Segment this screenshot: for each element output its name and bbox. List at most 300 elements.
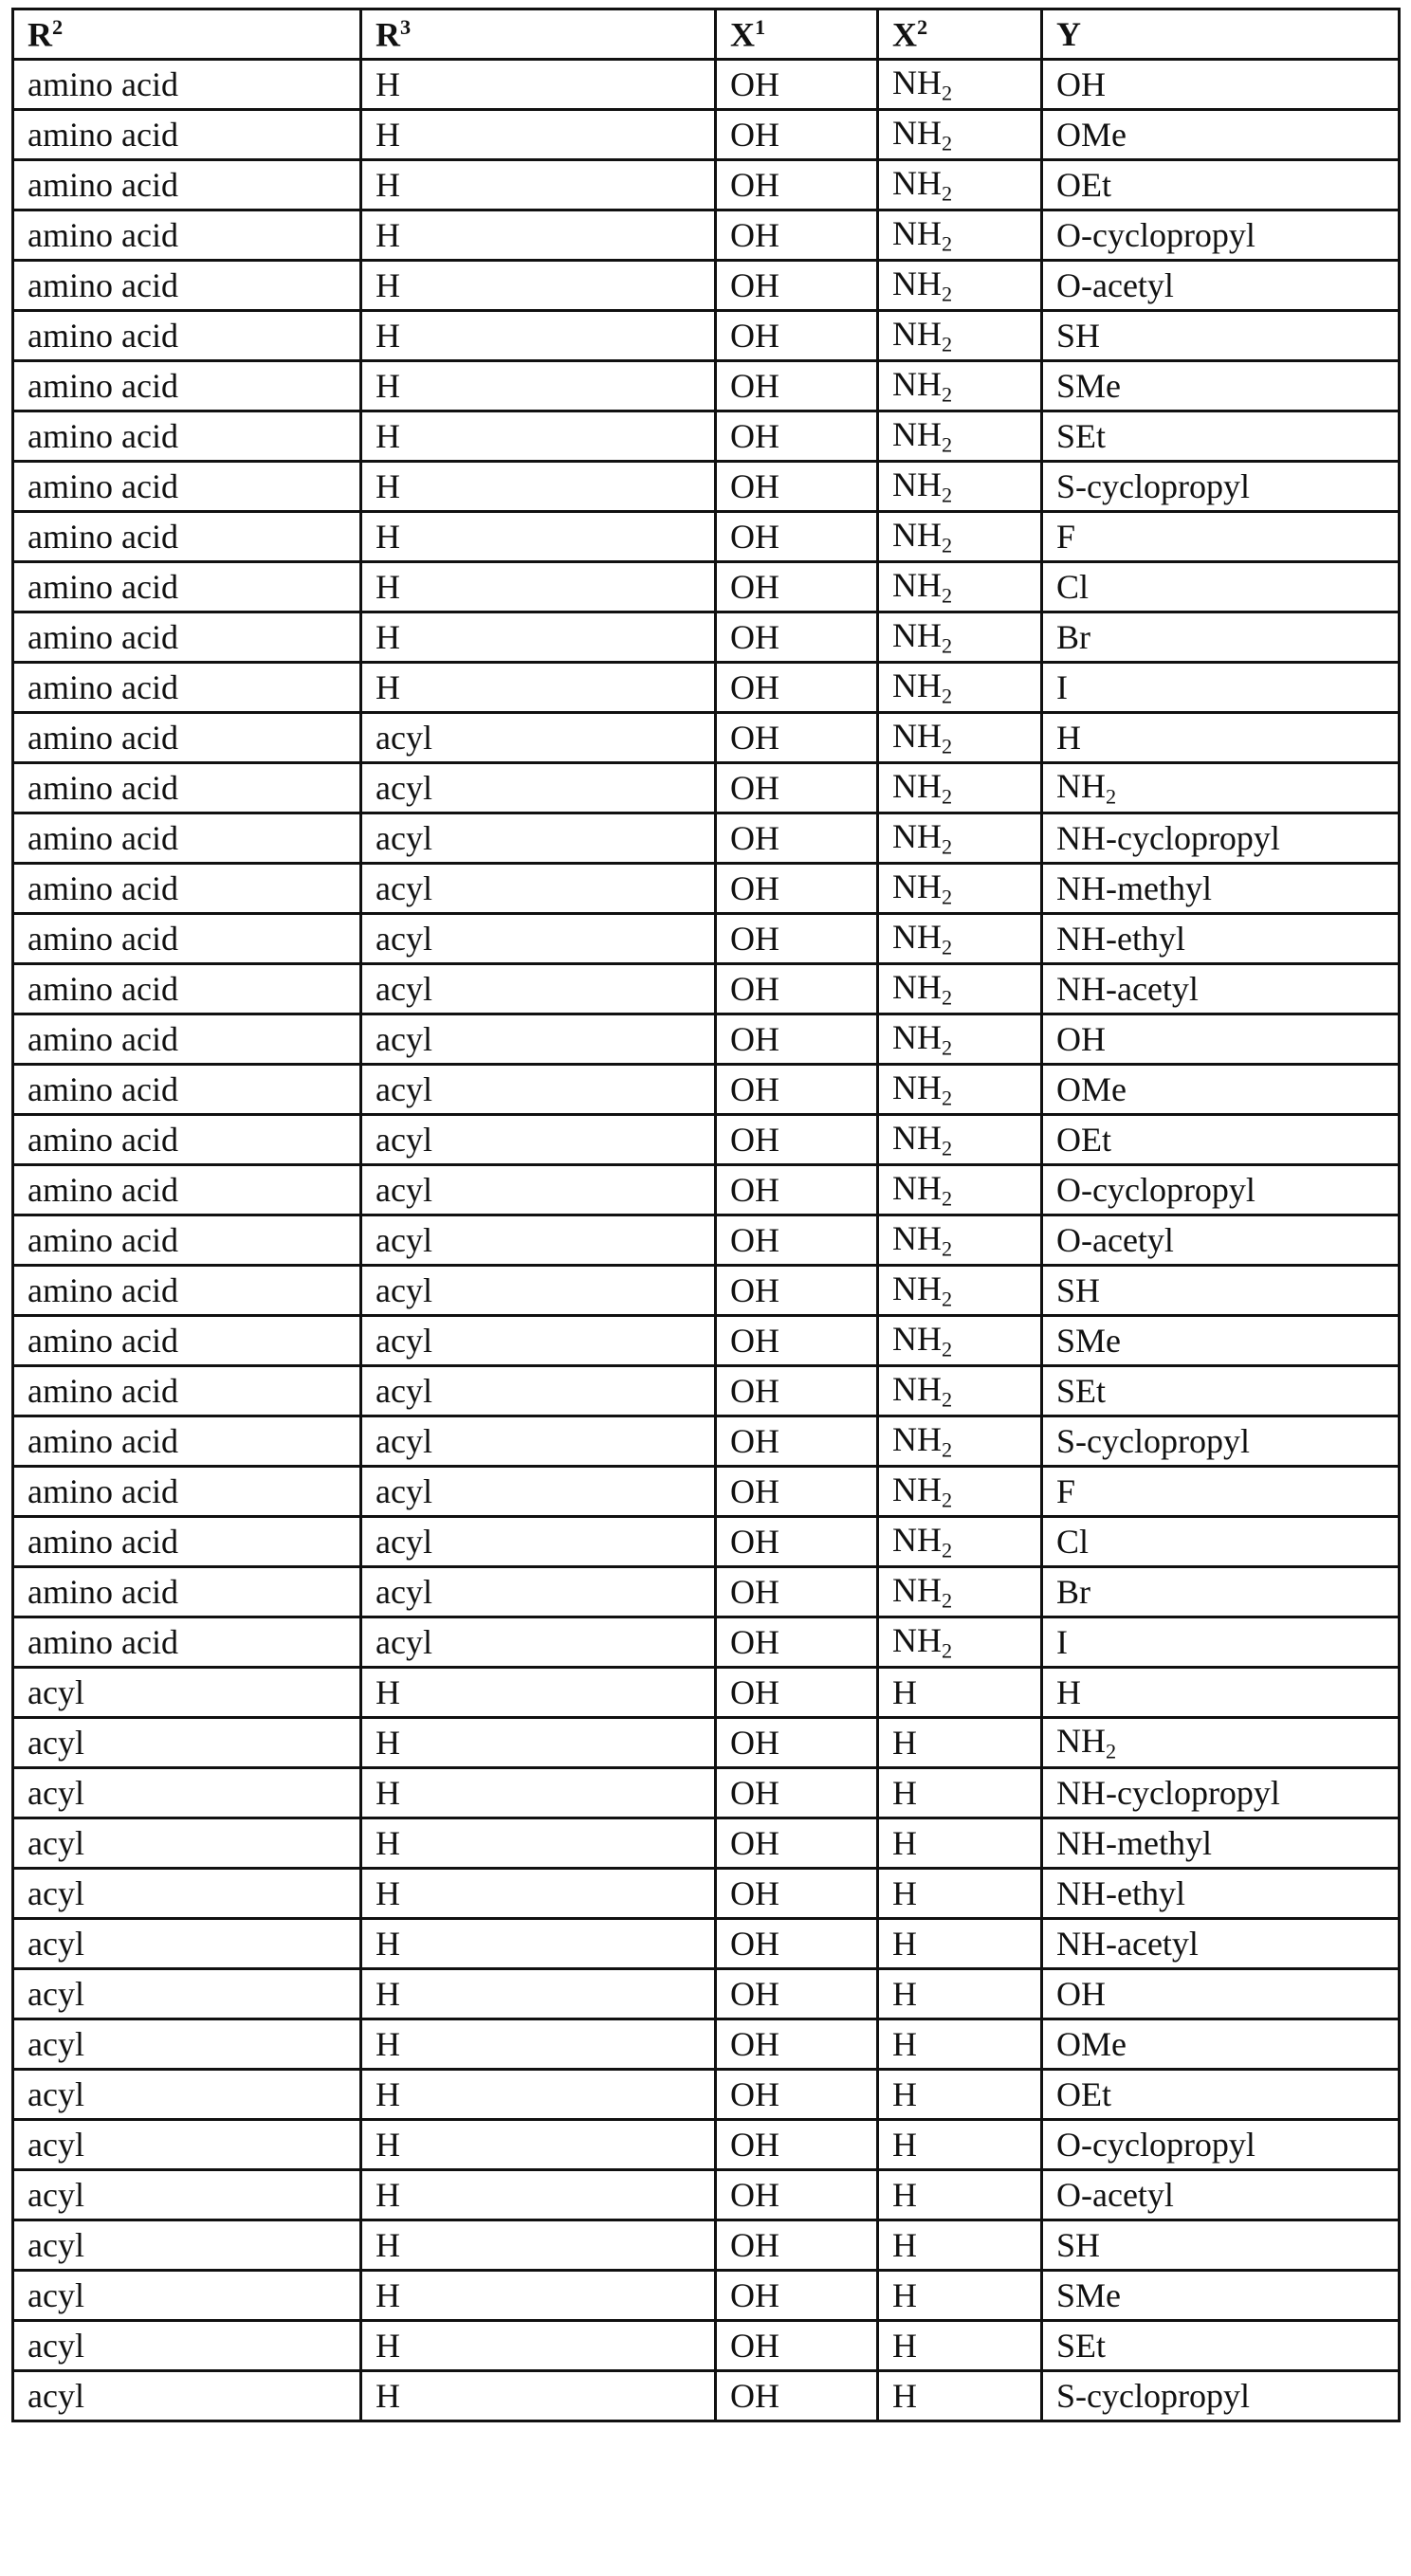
cell-x1: OH — [716, 562, 878, 612]
table-row — [13, 411, 1400, 462]
cell-r3: H — [361, 1818, 716, 1869]
table-row — [13, 462, 1400, 512]
cell-r2: amino acid — [13, 411, 361, 462]
cell-r2: amino acid — [13, 562, 361, 612]
cell-x1: OH — [716, 763, 878, 813]
cell-y: OMe — [1042, 1065, 1400, 1115]
subscript: 2 — [942, 1236, 953, 1261]
column-header-label: Y — [1056, 15, 1081, 53]
cell-r2: amino acid — [13, 1467, 361, 1517]
cell-y: Br — [1042, 1567, 1400, 1617]
cell-x1: OH — [716, 2271, 878, 2321]
cell-y: NH-methyl — [1042, 864, 1400, 914]
cell-x1: OH — [716, 110, 878, 160]
cell-y: S-cyclopropyl — [1042, 2371, 1400, 2421]
column-header-superscript: 2 — [917, 14, 928, 39]
cell-y: OEt — [1042, 2070, 1400, 2120]
cell-r3: acyl — [361, 1366, 716, 1416]
cell-y: SH — [1042, 2220, 1400, 2271]
cell-x2: H — [878, 1718, 1042, 1768]
cell-r2: amino acid — [13, 713, 361, 763]
subscript: 2 — [942, 633, 953, 658]
cell-x1: OH — [716, 2220, 878, 2271]
cell-r2: amino acid — [13, 210, 361, 261]
cell-x2: $NH_2$ — [878, 1316, 1042, 1366]
column-header-label: X — [730, 15, 755, 54]
table-row — [13, 813, 1400, 864]
subscript: 2 — [942, 1588, 953, 1613]
cell-x2: $NH_2$ — [878, 1115, 1042, 1165]
subscript: 2 — [942, 1136, 953, 1160]
cell-r2: acyl — [13, 2371, 361, 2421]
cell-x2: H — [878, 2371, 1042, 2421]
cell-x2: $NH_2$ — [878, 612, 1042, 663]
cell-r2: acyl — [13, 1818, 361, 1869]
table-row — [13, 1567, 1400, 1617]
cell-x1: OH — [716, 1316, 878, 1366]
subscript: 2 — [942, 985, 953, 1010]
cell-x1: OH — [716, 1517, 878, 1567]
cell-x1: OH — [716, 914, 878, 964]
cell-x1: OH — [716, 1165, 878, 1215]
cell-y: H — [1042, 713, 1400, 763]
cell-x1: OH — [716, 2321, 878, 2371]
cell-x1: OH — [716, 261, 878, 311]
table-row — [13, 1467, 1400, 1517]
cell-x1: OH — [716, 1969, 878, 2019]
cell-x1: OH — [716, 411, 878, 462]
cell-r2: acyl — [13, 2170, 361, 2220]
cell-r3: H — [361, 1869, 716, 1919]
cell-r2: acyl — [13, 1919, 361, 1969]
table-row — [13, 1668, 1400, 1718]
cell-x1: OH — [716, 2371, 878, 2421]
cell-r3: acyl — [361, 1567, 716, 1617]
cell-r2: acyl — [13, 2220, 361, 2271]
cell-x2: H — [878, 2120, 1042, 2170]
cell-x2: $NH_2$ — [878, 864, 1042, 914]
cell-r3: H — [361, 261, 716, 311]
table-row — [13, 2170, 1400, 2220]
cell-x1: OH — [716, 713, 878, 763]
cell-x2: H — [878, 2019, 1042, 2070]
cell-y: H — [1042, 1668, 1400, 1718]
cell-y: SMe — [1042, 361, 1400, 411]
cell-x1: OH — [716, 864, 878, 914]
cell-r2: amino acid — [13, 1266, 361, 1316]
cell-x2: H — [878, 2321, 1042, 2371]
column-header-label: R — [27, 15, 52, 54]
table-row — [13, 1969, 1400, 2019]
subscript: 2 — [942, 784, 953, 809]
cell-r3: H — [361, 2321, 716, 2371]
table-row — [13, 1065, 1400, 1115]
cell-r2: amino acid — [13, 1215, 361, 1266]
subscript: 2 — [942, 432, 953, 457]
cell-r2: amino acid — [13, 1316, 361, 1366]
cell-y: SEt — [1042, 411, 1400, 462]
table-row — [13, 110, 1400, 160]
cell-x2: $NH_2$ — [878, 813, 1042, 864]
cell-r3: H — [361, 663, 716, 713]
table-row — [13, 1165, 1400, 1215]
cell-x1: OH — [716, 361, 878, 411]
cell-x1: OH — [716, 1366, 878, 1416]
cell-r2: amino acid — [13, 1567, 361, 1617]
subscript: 2 — [942, 1638, 953, 1663]
cell-x2: $NH_2$ — [878, 1165, 1042, 1215]
cell-x2: H — [878, 1969, 1042, 2019]
cell-r2: acyl — [13, 1768, 361, 1818]
subscript: 2 — [942, 1287, 953, 1311]
header-row — [13, 9, 1400, 60]
cell-y: Cl — [1042, 562, 1400, 612]
cell-r2: amino acid — [13, 663, 361, 713]
cell-y: S-cyclopropyl — [1042, 462, 1400, 512]
cell-r2: amino acid — [13, 160, 361, 210]
cell-x1: OH — [716, 1668, 878, 1718]
cell-r3: H — [361, 462, 716, 512]
subscript: 2 — [942, 1186, 953, 1211]
cell-x2: $NH_2$ — [878, 1416, 1042, 1467]
cell-r3: acyl — [361, 813, 716, 864]
subscript: 2 — [942, 483, 953, 507]
cell-r3: H — [361, 1768, 716, 1818]
cell-x2: $NH_2$ — [878, 110, 1042, 160]
table-row — [13, 2070, 1400, 2120]
cell-r3: acyl — [361, 1065, 716, 1115]
cell-y: OMe — [1042, 110, 1400, 160]
cell-x1: OH — [716, 462, 878, 512]
table-header — [13, 9, 1400, 60]
cell-x2: $NH_2$ — [878, 964, 1042, 1014]
cell-y: O-acetyl — [1042, 261, 1400, 311]
cell-x1: OH — [716, 1617, 878, 1668]
subscript: 2 — [942, 181, 953, 206]
cell-r3: H — [361, 2371, 716, 2421]
cell-r3: acyl — [361, 1115, 716, 1165]
cell-x2: H — [878, 2220, 1042, 2271]
cell-y: SH — [1042, 311, 1400, 361]
subscript: 2 — [942, 332, 953, 356]
cell-r3: acyl — [361, 1467, 716, 1517]
cell-x2: $NH_2$ — [878, 914, 1042, 964]
cell-y: SEt — [1042, 1366, 1400, 1416]
cell-r2: amino acid — [13, 1366, 361, 1416]
cell-x1: OH — [716, 2070, 878, 2120]
cell-r2: amino acid — [13, 1115, 361, 1165]
cell-x2: $NH_2$ — [878, 1366, 1042, 1416]
cell-r3: acyl — [361, 713, 716, 763]
cell-x2: H — [878, 1919, 1042, 1969]
column-header-superscript: 3 — [400, 14, 412, 39]
cell-x2: $NH_2$ — [878, 1065, 1042, 1115]
column-header-label: X — [892, 15, 917, 54]
table-row — [13, 1718, 1400, 1768]
cell-r2: amino acid — [13, 1165, 361, 1215]
cell-y: I — [1042, 1617, 1400, 1668]
cell-r3: acyl — [361, 914, 716, 964]
subscript: 2 — [942, 583, 953, 608]
cell-x1: OH — [716, 160, 878, 210]
column-header-label: R — [376, 15, 400, 54]
cell-r2: amino acid — [13, 110, 361, 160]
cell-y: I — [1042, 663, 1400, 713]
cell-x2: H — [878, 1668, 1042, 1718]
subscript: 2 — [942, 81, 953, 105]
cell-x2: $NH_2$ — [878, 160, 1042, 210]
table-row — [13, 1869, 1400, 1919]
table-row — [13, 964, 1400, 1014]
column-header-r3 — [361, 9, 716, 60]
cell-y: O-acetyl — [1042, 1215, 1400, 1266]
cell-r3: H — [361, 60, 716, 110]
subscript: 2 — [942, 1387, 953, 1412]
table-body — [13, 60, 1400, 2421]
cell-y: F — [1042, 512, 1400, 562]
cell-y: NH-cyclopropyl — [1042, 1768, 1400, 1818]
cell-r3: H — [361, 1668, 716, 1718]
cell-y: $NH_2$ — [1042, 1718, 1400, 1768]
table-row — [13, 261, 1400, 311]
table-row — [13, 1215, 1400, 1266]
cell-r3: acyl — [361, 1617, 716, 1668]
cell-r2: acyl — [13, 1869, 361, 1919]
cell-x2: H — [878, 1768, 1042, 1818]
cell-x2: H — [878, 1818, 1042, 1869]
cell-y: $NH_2$ — [1042, 763, 1400, 813]
cell-x1: OH — [716, 2170, 878, 2220]
table-row — [13, 1266, 1400, 1316]
subscript: 2 — [942, 684, 953, 708]
table-row — [13, 60, 1400, 110]
table-row — [13, 713, 1400, 763]
cell-y: Br — [1042, 612, 1400, 663]
cell-r3: H — [361, 1919, 716, 1969]
cell-r3: H — [361, 210, 716, 261]
cell-r2: amino acid — [13, 512, 361, 562]
cell-r2: amino acid — [13, 1517, 361, 1567]
cell-x2: $NH_2$ — [878, 512, 1042, 562]
cell-r2: acyl — [13, 1668, 361, 1718]
cell-x1: OH — [716, 1818, 878, 1869]
table-row — [13, 612, 1400, 663]
cell-x2: $NH_2$ — [878, 1266, 1042, 1316]
cell-r2: amino acid — [13, 864, 361, 914]
cell-r2: amino acid — [13, 763, 361, 813]
table-row — [13, 160, 1400, 210]
cell-x1: OH — [716, 1768, 878, 1818]
cell-x1: OH — [716, 1115, 878, 1165]
cell-x2: $NH_2$ — [878, 1215, 1042, 1266]
cell-r3: acyl — [361, 864, 716, 914]
column-header-y — [1042, 9, 1400, 60]
cell-r2: amino acid — [13, 1617, 361, 1668]
cell-y: S-cyclopropyl — [1042, 1416, 1400, 1467]
column-header-x2 — [878, 9, 1042, 60]
cell-y: O-cyclopropyl — [1042, 210, 1400, 261]
cell-y: NH-cyclopropyl — [1042, 813, 1400, 864]
cell-x1: OH — [716, 612, 878, 663]
table-row — [13, 1617, 1400, 1668]
cell-x2: H — [878, 2271, 1042, 2321]
cell-x1: OH — [716, 1266, 878, 1316]
table-row — [13, 663, 1400, 713]
cell-r2: acyl — [13, 1718, 361, 1768]
cell-x2: H — [878, 2170, 1042, 2220]
cell-r3: H — [361, 2220, 716, 2271]
cell-y: O-cyclopropyl — [1042, 1165, 1400, 1215]
cell-x1: OH — [716, 1065, 878, 1115]
table-row — [13, 2371, 1400, 2421]
table-row — [13, 2120, 1400, 2170]
cell-x2: $NH_2$ — [878, 261, 1042, 311]
subscript: 2 — [942, 282, 953, 306]
cell-x2: H — [878, 1869, 1042, 1919]
cell-r3: H — [361, 160, 716, 210]
cell-r2: amino acid — [13, 462, 361, 512]
cell-r3: H — [361, 411, 716, 462]
cell-y: NH-ethyl — [1042, 1869, 1400, 1919]
subscript: 2 — [942, 533, 953, 557]
cell-r3: acyl — [361, 1266, 716, 1316]
cell-r3: acyl — [361, 1316, 716, 1366]
cell-y: Cl — [1042, 1517, 1400, 1567]
cell-x2: $NH_2$ — [878, 210, 1042, 261]
cell-r2: acyl — [13, 2070, 361, 2120]
cell-x1: OH — [716, 210, 878, 261]
cell-y: SH — [1042, 1266, 1400, 1316]
substituent-table — [11, 8, 1401, 2422]
cell-r2: acyl — [13, 2120, 361, 2170]
cell-r3: H — [361, 2019, 716, 2070]
cell-r3: H — [361, 2070, 716, 2120]
cell-r2: amino acid — [13, 813, 361, 864]
cell-y: OH — [1042, 1014, 1400, 1065]
cell-x1: OH — [716, 663, 878, 713]
column-header-superscript: 1 — [755, 14, 766, 39]
cell-x2: $NH_2$ — [878, 1517, 1042, 1567]
cell-x1: OH — [716, 512, 878, 562]
cell-r2: acyl — [13, 2271, 361, 2321]
column-header-r2 — [13, 9, 361, 60]
table-row — [13, 2220, 1400, 2271]
cell-y: OH — [1042, 1969, 1400, 2019]
cell-y: SMe — [1042, 2271, 1400, 2321]
table-row — [13, 763, 1400, 813]
subscript: 2 — [942, 1086, 953, 1110]
cell-x1: OH — [716, 964, 878, 1014]
table-row — [13, 2019, 1400, 2070]
cell-r2: acyl — [13, 2019, 361, 2070]
cell-y: NH-acetyl — [1042, 1919, 1400, 1969]
cell-x1: OH — [716, 311, 878, 361]
cell-r2: amino acid — [13, 311, 361, 361]
cell-y: O-acetyl — [1042, 2170, 1400, 2220]
table-row — [13, 2271, 1400, 2321]
cell-r3: H — [361, 1718, 716, 1768]
cell-x1: OH — [716, 60, 878, 110]
table-row — [13, 311, 1400, 361]
cell-x1: OH — [716, 1567, 878, 1617]
cell-r3: acyl — [361, 1517, 716, 1567]
table-row — [13, 1517, 1400, 1567]
cell-x2: $NH_2$ — [878, 663, 1042, 713]
cell-x2: $NH_2$ — [878, 1567, 1042, 1617]
cell-r2: amino acid — [13, 1014, 361, 1065]
cell-x1: OH — [716, 813, 878, 864]
table-row — [13, 512, 1400, 562]
subscript: 2 — [942, 885, 953, 909]
cell-x2: H — [878, 2070, 1042, 2120]
cell-r3: H — [361, 2170, 716, 2220]
cell-x1: OH — [716, 1014, 878, 1065]
cell-x1: OH — [716, 1869, 878, 1919]
cell-y: NH-acetyl — [1042, 964, 1400, 1014]
cell-x2: $NH_2$ — [878, 1014, 1042, 1065]
table-row — [13, 1818, 1400, 1869]
cell-y: OH — [1042, 60, 1400, 110]
subscript: 2 — [1106, 784, 1117, 809]
cell-x2: $NH_2$ — [878, 361, 1042, 411]
subscript: 2 — [1106, 1739, 1117, 1763]
cell-r3: H — [361, 1969, 716, 2019]
cell-x2: $NH_2$ — [878, 462, 1042, 512]
cell-x2: $NH_2$ — [878, 713, 1042, 763]
cell-r2: amino acid — [13, 1065, 361, 1115]
subscript: 2 — [942, 935, 953, 959]
table-row — [13, 1316, 1400, 1366]
cell-x2: $NH_2$ — [878, 1617, 1042, 1668]
subscript: 2 — [942, 834, 953, 859]
table-row — [13, 1768, 1400, 1818]
cell-y: NH-methyl — [1042, 1818, 1400, 1869]
cell-r2: acyl — [13, 2321, 361, 2371]
cell-y: OEt — [1042, 1115, 1400, 1165]
cell-r3: acyl — [361, 1014, 716, 1065]
table-row — [13, 864, 1400, 914]
cell-x2: $NH_2$ — [878, 311, 1042, 361]
cell-y: SEt — [1042, 2321, 1400, 2371]
cell-r3: H — [361, 512, 716, 562]
cell-x2: $NH_2$ — [878, 562, 1042, 612]
cell-r3: H — [361, 562, 716, 612]
cell-r2: amino acid — [13, 914, 361, 964]
cell-x1: OH — [716, 1718, 878, 1768]
table-row — [13, 562, 1400, 612]
cell-r3: H — [361, 612, 716, 663]
table-row — [13, 1366, 1400, 1416]
cell-y: O-cyclopropyl — [1042, 2120, 1400, 2170]
cell-y: F — [1042, 1467, 1400, 1517]
subscript: 2 — [942, 382, 953, 407]
cell-y: OMe — [1042, 2019, 1400, 2070]
table-row — [13, 361, 1400, 411]
subscript: 2 — [942, 734, 953, 758]
table-row — [13, 914, 1400, 964]
cell-r3: H — [361, 2271, 716, 2321]
cell-x1: OH — [716, 1919, 878, 1969]
cell-r2: amino acid — [13, 261, 361, 311]
cell-r2: amino acid — [13, 964, 361, 1014]
table-row — [13, 210, 1400, 261]
cell-r3: H — [361, 311, 716, 361]
cell-r2: amino acid — [13, 60, 361, 110]
cell-x1: OH — [716, 1416, 878, 1467]
cell-r2: amino acid — [13, 361, 361, 411]
cell-r3: acyl — [361, 1215, 716, 1266]
cell-r3: acyl — [361, 964, 716, 1014]
